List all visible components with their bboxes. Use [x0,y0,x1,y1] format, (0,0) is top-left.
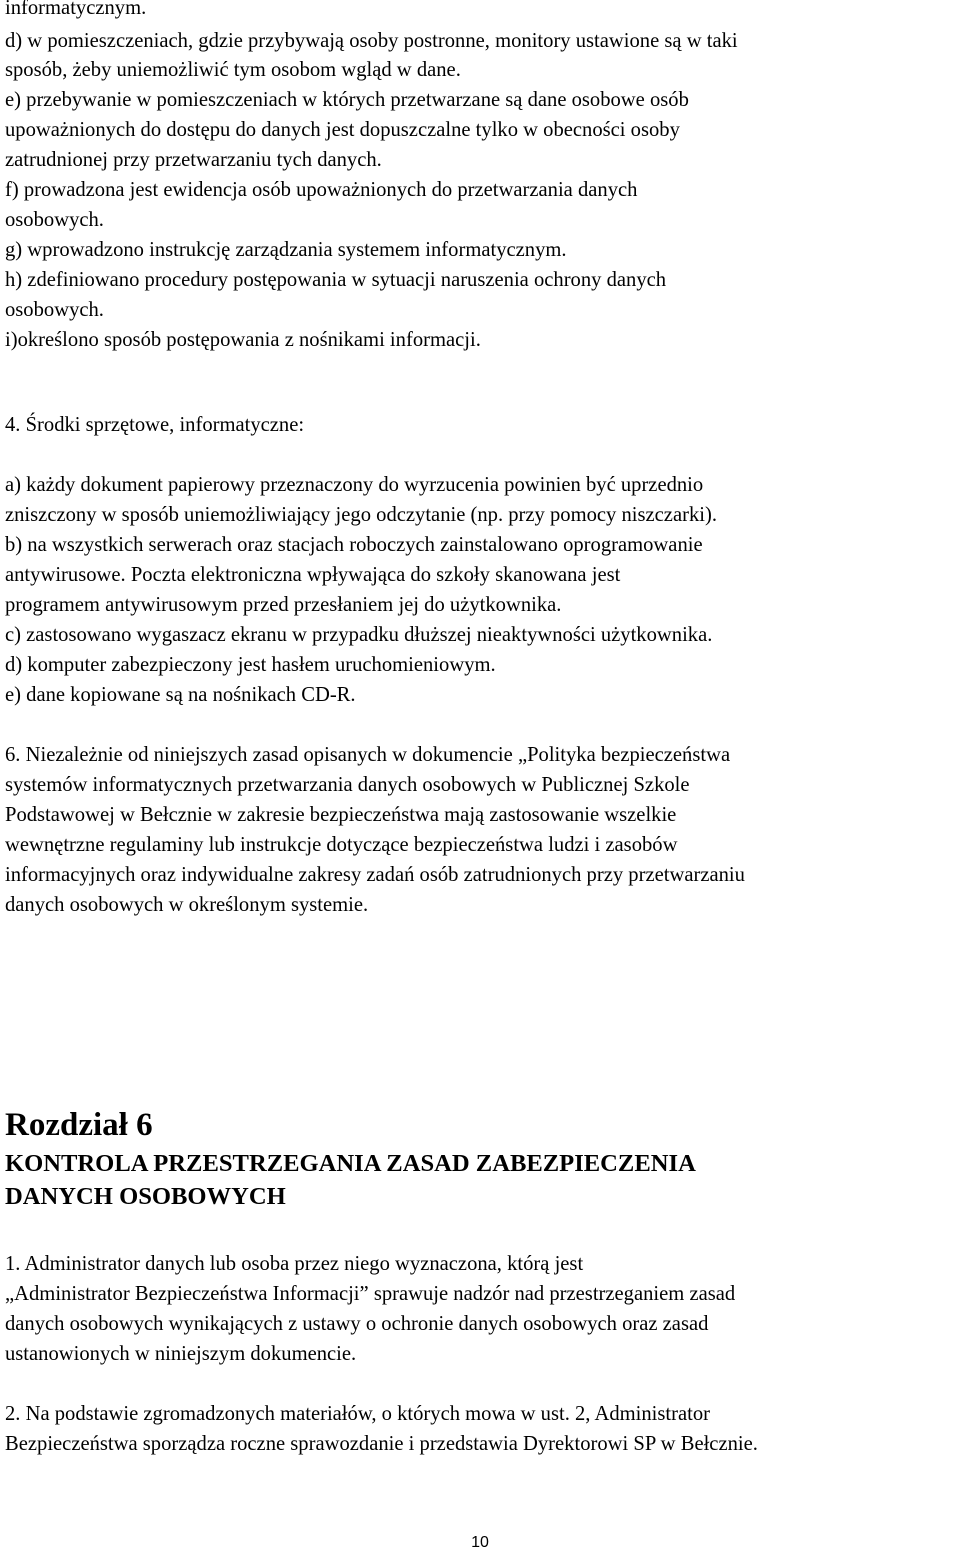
text-line: g) wprowadzono instrukcję zarządzania systemem informatycznym. [5,239,567,261]
chapter-heading-line: DANYCH OSOBOWYCH [5,1183,286,1210]
text-line: e) przebywanie w pomieszczeniach w których przetwarzane są dane osobowe osób [5,89,689,111]
text-line: zniszczony w sposób uniemożliwiający jego odczytanie (np. przy pomocy niszczarki). [5,504,717,526]
text-line: danych osobowych wynikających z ustawy o ochronie danych osobowych oraz zasad [5,1313,709,1335]
text-line: b) na wszystkich serwerach oraz stacjach roboczych zainstalowano oprogramowanie [5,534,703,556]
text-line: e) dane kopiowane są na nośnikach CD-R. [5,684,356,706]
text-line: informatycznym. [5,0,147,19]
text-line: osobowych. [5,209,104,231]
text-line: antywirusowe. Poczta elektroniczna wpływająca do szkoły skanowana jest [5,564,621,586]
text-line: ustanowionych w niniejszym dokumencie. [5,1343,357,1365]
text-line: informacyjnych oraz indywidualne zakresy zadań osób zatrudnionych przy przetwarzaniu [5,864,745,886]
page-number: 10 [471,1534,489,1551]
text-line: osobowych. [5,299,104,321]
text-line: „Administrator Bezpieczeństwa Informacji” sprawuje nadzór nad przestrzeganiem zasad [5,1283,736,1305]
text-line: danych osobowych w określonym systemie. [5,894,369,916]
section-heading: 4. Środki sprzętowe, informatyczne: [5,414,305,436]
text-line: a) każdy dokument papierowy przeznaczony do wyrzucenia powinien być uprzednio [5,474,704,496]
text-line: d) w pomieszczeniach, gdzie przybywają osoby postronne, monitory ustawione są w taki [5,30,738,52]
text-line: 6. Niezależnie od niniejszych zasad opisanych w dokumencie „Polityka bezpieczeństwa [5,744,731,766]
text-line: programem antywirusowym przed przesłaniem jej do użytkownika. [5,594,562,616]
text-line: i)określono sposób postępowania z nośnikami informacji. [5,329,481,351]
text-line: 2. Na podstawie zgromadzonych materiałów, o których mowa w ust. 2, Administrator [5,1403,710,1425]
text-line: systemów informatycznych przetwarzania danych osobowych w Publicznej Szkole [5,774,690,796]
text-line: Podstawowej w Bełcznie w zakresie bezpieczeństwa mają zastosowanie wszelkie [5,804,677,826]
text-line: 1. Administrator danych lub osoba przez niego wyznaczona, którą jest [5,1253,584,1275]
text-line: zatrudnionej przy przetwarzaniu tych danych. [5,149,382,171]
chapter-heading-line: KONTROLA PRZESTRZEGANIA ZASAD ZABEZPIECZENIA [5,1150,696,1177]
text-line: sposób, żeby uniemożliwić tym osobom wgląd w dane. [5,59,461,81]
text-line: c) zastosowano wygaszacz ekranu w przypadku dłuższej nieaktywności użytkownika. [5,624,713,646]
text-line: upoważnionych do dostępu do danych jest dopuszczalne tylko w obecności osoby [5,119,680,141]
text-line: wewnętrzne regulaminy lub instrukcje dotyczące bezpieczeństwa ludzi i zasobów [5,834,678,856]
text-line: Bezpieczeństwa sporządza roczne sprawozdanie i przedstawia Dyrektorowi SP w Bełcznie. [5,1433,758,1455]
text-line: h) zdefiniowano procedury postępowania w sytuacji naruszenia ochrony danych [5,269,667,291]
text-line: d) komputer zabezpieczony jest hasłem uruchomieniowym. [5,654,496,676]
text-line: f) prowadzona jest ewidencja osób upoważnionych do przetwarzania danych [5,179,638,201]
chapter-title: Rozdział 6 [5,1107,153,1143]
